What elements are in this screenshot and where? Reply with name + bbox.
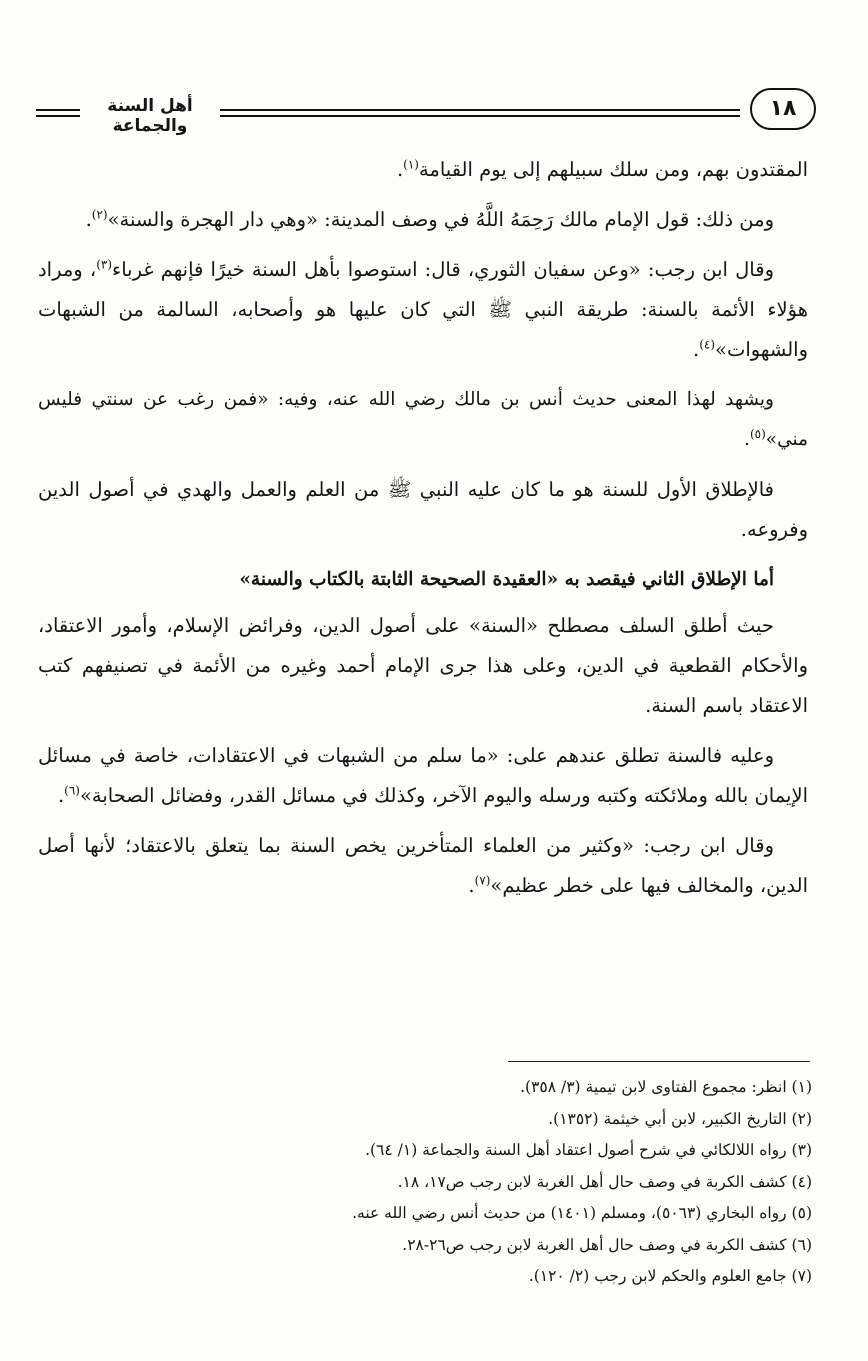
paragraph-7: وعليه فالسنة تطلق عندهم على: «ما سلم من الشبهات في الاعتقادات، خاصة في مسائل الإيمان بالله وملائكته وكتبه ورسله واليوم الآخر، وكذلك في مسائل القدر، وفضائل الصحابة»$^{(٦)}$. bbox=[38, 744, 808, 807]
footnote-separator bbox=[508, 1061, 810, 1062]
footnote-5: (٥) رواه البخاري (٥٠٦٣)، ومسلم (١٤٠١) من حديث أنس رضي الله عنه. bbox=[352, 1204, 812, 1222]
footnote-7: (٧) جامع العلوم والحكم لابن رجب (٢/ ١٢٠). bbox=[528, 1267, 812, 1285]
header-rule-left bbox=[36, 109, 80, 117]
footnote-ref-7: (٧) bbox=[474, 873, 491, 888]
paragraph-1: المقتدون بهم، ومن سلك سبيلهم إلى يوم القيامة$^{(١)}$. bbox=[396, 157, 808, 181]
paragraph-8: وقال ابن رجب: «وكثير من العلماء المتأخرين يخص السنة بما يتعلق بالاعتقاد؛ لأنها أصل الدين، والمخالف فيها على خطر عظيم»$^{(٧)}$. bbox=[38, 834, 808, 897]
footnote-2: (٢) التاريخ الكبير، لابن أبي خيثمة (١٣٥٢). bbox=[548, 1109, 812, 1128]
page-number: ١٨ bbox=[750, 88, 816, 130]
paragraph-2: ومن ذلك: قول الإمام مالك رَحِمَهُ اللَّهُ في وصف المدينة: «وهي دار الهجرة والسنة»$^{(٢)}$. bbox=[85, 207, 774, 231]
footnote-3: (٣) رواه اللالكائي في شرح أصول اعتقاد أهل السنة والجماعة (١/ ٦٤). bbox=[365, 1141, 812, 1159]
footnote-ref-4: (٤) bbox=[699, 337, 716, 352]
paragraph-5: فالإطلاق الأول للسنة هو ما كان عليه النبي ﷺ من العلم والعمل والهدي في أصول الدين وفروعه. bbox=[38, 478, 808, 541]
paragraph-4: ويشهد لهذا المعنى حديث أنس بن مالك رضي الله عنه، وفيه: «فمن رغب عن سنتي فليس مني»$^{(٥)}$. bbox=[38, 389, 808, 450]
footnote-ref-6: (٦) bbox=[64, 783, 80, 798]
footnotes bbox=[40, 1072, 812, 1293]
footnote-1: (١) انظر: مجموع الفتاوى لابن تيمية (٣/ ٣٥٨). bbox=[520, 1078, 812, 1096]
header-rule-right bbox=[220, 109, 740, 117]
section-heading: أما الإطلاق الثاني فيقصد به «العقيدة الصحيحة الثابتة بالكتاب والسنة» bbox=[239, 569, 774, 590]
footnote-ref-3: (٣) bbox=[96, 257, 113, 272]
page-header bbox=[36, 88, 816, 136]
footnote-ref-1: (١) bbox=[403, 157, 419, 172]
footnote-ref-2: (٢) bbox=[91, 207, 108, 222]
running-title: أهل السنة والجماعة bbox=[107, 96, 193, 136]
footnote-6: (٦) كشف الكربة في وصف حال أهل الغربة لابن رجب ص٢٦-٢٨. bbox=[402, 1235, 812, 1254]
footnote-ref-5: (٥) bbox=[749, 426, 766, 441]
paragraph-3: وقال ابن رجب: «وعن سفيان الثوري، قال: استوصوا بأهل السنة خيرًا فإنهم غرباء$^{(٣)}$، ومراد هؤلاء الأئمة بالسنة: طريقة النبي ﷺ التي كان عليها هو وأصحابه، السالمة من الشبهات والشهوات»$^{(٤)}$. bbox=[38, 257, 808, 361]
footnote-4: (٤) كشف الكربة في وصف حال أهل الغربة لابن رجب ص١٧، ١٨. bbox=[397, 1172, 812, 1191]
main-text bbox=[38, 150, 808, 916]
paragraph-6: حيث أطلق السلف مصطلح «السنة» على أصول الدين، وفرائض الإسلام، وأمور الاعتقاد، والأحكام القطعية في الدين، وعلى هذا جرى الإمام أحمد وغيره من الأئمة في تصنيفهم كتب الاعتقاد باسم السنة. bbox=[38, 614, 808, 717]
